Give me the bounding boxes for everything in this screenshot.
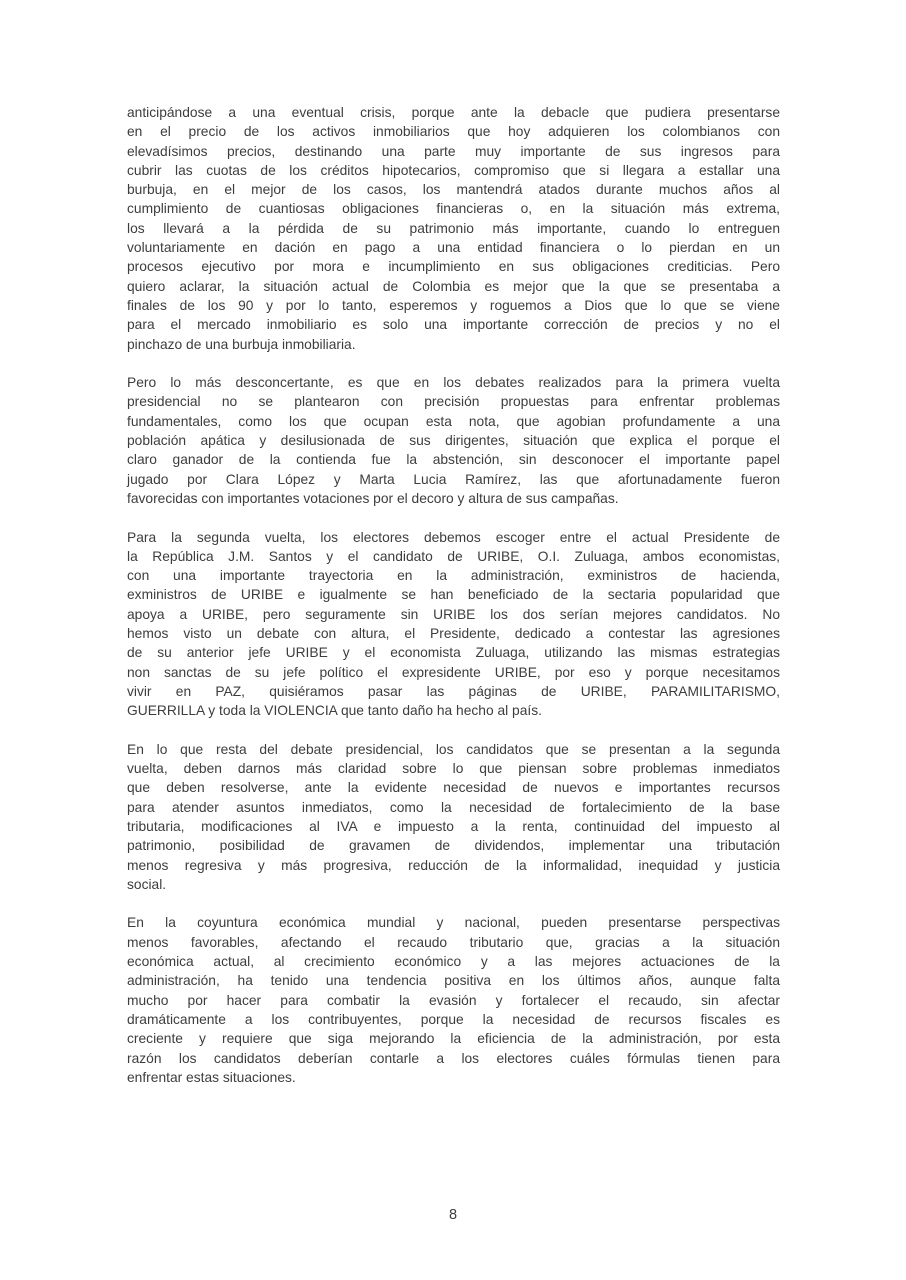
text-line: quiero aclarar, la situación actual de Colombia es mejor que la que se presentaba a [127,278,780,294]
paragraph [127,913,780,1087]
text-line: Pero lo más desconcertante, es que en los debates realizados para la primera vuelta [127,375,780,391]
text-line: voluntariamente en dación en pago a una entidad financiera o lo pierdan en un [127,240,780,256]
text-line: razón los candidatos deberían contarle a los electores cuáles fórmulas tienen para [127,1050,780,1066]
document-body [127,103,780,1106]
text-line: que deben resolverse, ante la evidente necesidad de nuevos e importantes recursos [127,780,780,796]
text-line: menos regresiva y más progresiva, reducción de la informalidad, inequidad y justicia [127,857,780,873]
text-line: administración, ha tenido una tendencia positiva en los últimos años, aunque falta [127,973,780,989]
text-line: vivir en PAZ, quisiéramos pasar las páginas de URIBE, PARAMILITARISMO, [127,683,780,699]
text-line: los llevará a la pérdida de su patrimonio más importante, cuando lo entreguen [127,220,780,236]
text-line: finales de los 90 y por lo tanto, esperemos y roguemos a Dios que lo que se viene [127,297,780,313]
text-line: menos favorables, afectando el recaudo tributario que, gracias a la situación [127,934,780,950]
paragraph [127,373,780,508]
text-line: patrimonio, posibilidad de gravamen de dividendos, implementar una tributación [127,838,780,854]
page-number: 8 [448,1207,458,1223]
text-line: burbuja, en el mejor de los casos, los mantendrá atados durante muchos años al [127,182,780,198]
text-line: apoya a URIBE, pero seguramente sin URIBE los dos serían mejores candidatos. No [127,606,780,622]
text-line: vuelta, deben darnos más claridad sobre lo que piensan sobre problemas inmediatos [127,761,780,777]
text-line: cumplimiento de cuantiosas obligaciones financieras o, en la situación más extrema, [127,201,780,217]
text-line: GUERRILLA y toda la VIOLENCIA que tanto daño ha hecho al país. [127,703,542,719]
text-line: económica actual, al crecimiento económico y a las mejores actuaciones de la [127,954,780,970]
text-line: anticipándose a una eventual crisis, porque ante la debacle que pudiera presentarse [127,105,780,120]
text-line: social. [127,876,167,892]
text-line: para el mercado inmobiliario es solo una importante corrección de precios y no el [127,317,780,333]
text-line: exministros de URIBE e igualmente se han beneficiado de la sectaria popularidad que [127,587,780,603]
text-line: favorecidas con importantes votaciones por el decoro y altura de sus campañas. [127,490,619,506]
text-line: en el precio de los activos inmobiliarios que hoy adquieren los colombianos con [127,124,780,140]
text-line: cubrir las cuotas de los créditos hipotecarios, compromiso que si llegara a estallar una [127,162,780,178]
text-line: non sanctas de su jefe político el expresidente URIBE, por eso y porque necesitamos [127,664,780,680]
text-line: elevadísimos precios, destinando una parte muy importante de sus ingresos para [127,143,780,159]
text-line: jugado por Clara López y Marta Lucia Ramírez, las que afortunadamente fueron [127,471,780,487]
text-line: fundamentales, como los que ocupan esta nota, que agobian profundamente a una [127,413,780,429]
text-line: tributaria, modificaciones al IVA e impuesto a la renta, continuidad del impuesto al [127,818,780,834]
text-line: para atender asuntos inmediatos, como la necesidad de fortalecimiento de la base [127,799,780,815]
text-line: Para la segunda vuelta, los electores debemos escoger entre el actual Presidente de [127,529,780,545]
paragraph [127,103,780,354]
text-line: de su anterior jefe URIBE y el economista Zuluaga, utilizando las mismas estrategias [127,645,780,661]
paragraph [127,740,780,894]
text-line: pinchazo de una burbuja inmobiliaria. [127,336,356,352]
text-line: En lo que resta del debate presidencial, los candidatos que se presentan a la segunda [127,741,780,757]
paragraph [127,528,780,721]
text-line: la República J.M. Santos y el candidato de URIBE, O.I. Zuluaga, ambos economistas, [127,548,780,564]
text-line: creciente y requiere que siga mejorando la eficiencia de la administración, por esta [127,1031,780,1047]
text-line: mucho por hacer para combatir la evasión y fortalecer el recaudo, sin afectar [127,992,780,1008]
text-line: presidencial no se plantearon con precisión propuestas para enfrentar problemas [127,394,780,410]
text-line: hemos visto un debate con altura, el Presidente, dedicado a contestar las agresiones [127,626,780,642]
text-line: En la coyuntura económica mundial y nacional, pueden presentarse perspectivas [127,915,780,931]
text-line: dramáticamente a los contribuyentes, porque la necesidad de recursos fiscales es [127,1011,780,1027]
text-line: población apática y desilusionada de sus dirigentes, situación que explica el porque el [127,433,780,449]
text-line: con una importante trayectoria en la administración, exministros de hacienda, [127,568,780,584]
text-line: enfrentar estas situaciones. [127,1069,296,1085]
text-line: claro ganador de la contienda fue la abstención, sin desconocer el importante papel [127,452,780,468]
text-line: procesos ejecutivo por mora e incumplimiento en sus obligaciones crediticias. Pero [127,259,780,275]
